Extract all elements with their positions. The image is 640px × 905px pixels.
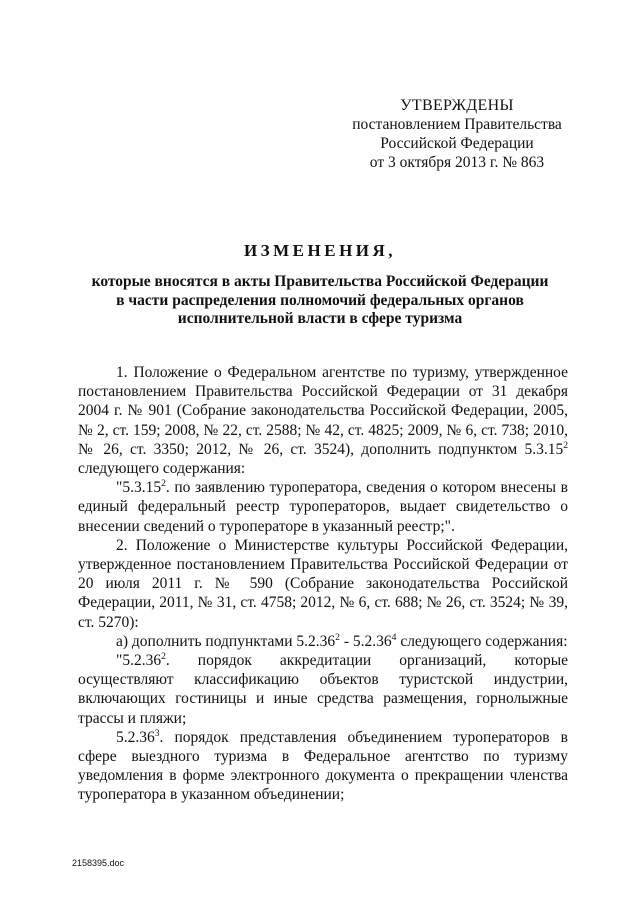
paragraph-2: "5.3.15$^2$. по заявлению туроператора, сведения о котором внесены в единый федеральный реестр туроператоров, выдает свидетельство о внесении сведений о туроператоре в указанный реестр;". (78, 478, 568, 535)
document-body (78, 363, 568, 805)
approval-line: Российской Федерации (380, 135, 534, 152)
file-name-footer: 2158395.doc (72, 858, 125, 868)
document-subtitle (70, 273, 570, 329)
approval-heading: УТВЕРЖДЕНЫ (400, 97, 514, 114)
approval-line: постановлением Правительства (352, 116, 562, 133)
paragraph-4: а) дополнить подпунктами 5.2.36$^2$ - 5.2.36$^4$ следующего содержания: (116, 631, 568, 650)
paragraph-1: 1. Положение о Федеральном агентстве по туризму, утвержденное постановлением Правительства Российской Федерации от 31 декабря 2004 г. № 901 (Собрание законодательства Российской Федерации, 2005, № 2, ст. 159; 2008, № 22, ст. 2588; № 42, ст. 4825; 2009, № 6, ст. 738; 2010, № 26, ст. 3350; 2012, № 26, ст. 3524), дополнить подпунктом 5.3.15$^2$ следующего содержания: (78, 364, 568, 478)
subtitle-line: в части распределения полномочий федеральных органов (116, 291, 524, 309)
document-title: ИЗМЕНЕНИЯ, (243, 241, 397, 260)
paragraph-5: "5.2.36$^2$. порядок аккредитации организаций, которые осуществляют классификацию объектов туристской индустрии, включающих гостиницы и иные средства размещения, горнолыжные трассы и пляжи; (78, 650, 568, 727)
paragraph-6: 5.2.36$^3$. порядок представления объединением туроператоров в сфере выездного туризма в Федеральное агентство по туризму уведомления в форме электронного документа о прекращении членства туроператора в указанном объединении; (78, 727, 568, 804)
subtitle-line: которые вносятся в акты Правительства Российской Федерации (91, 273, 549, 290)
approval-block (330, 96, 584, 172)
paragraph-3: 2. Положение о Министерстве культуры Российской Федерации, утвержденное постановлением Правительства Российской Федерации от 20 июля 2011 г. № 590 (Собрание законодательства Российской Федерации, 2011, № 31, ст. 4758; 2012, № 6, ст. 688; № 26, ст. 3524; № 39, ст. 5270): (78, 536, 568, 631)
subtitle-line: исполнительной власти в сфере туризма (177, 310, 463, 327)
approval-date: от 3 октября 2013 г. № 863 (369, 154, 545, 171)
